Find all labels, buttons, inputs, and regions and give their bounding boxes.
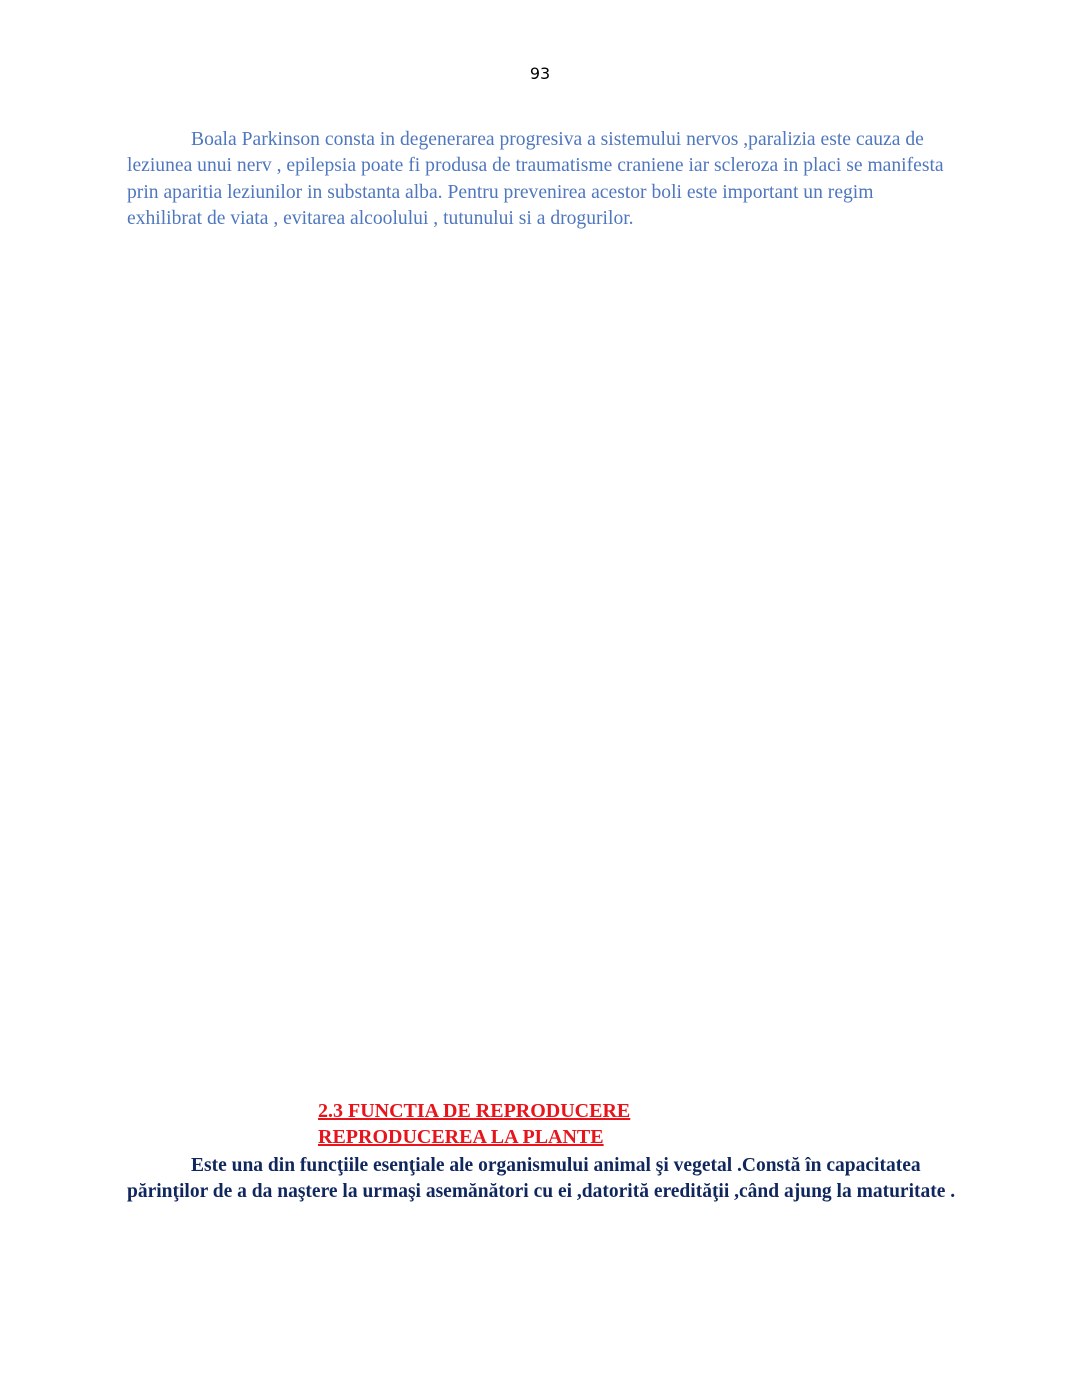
paragraph-text: Boala Parkinson consta in degenerarea progresiva a sistemului nervos ,paralizia este cauza de leziunea unui nerv , epilepsia poate fi produsa de traumatisme craniene iar scleroza in placi se manifesta prin aparitia leziunilor in substanta alba. Pentru prevenirea acestor boli este important un regim exhilibrat de viata , evitarea alcoolului , tutunului si a drogurilor. xyxy=(127,129,944,229)
paragraph-neurological-diseases xyxy=(127,127,947,232)
page-number: 93 xyxy=(529,64,551,83)
paragraph-reproduction xyxy=(127,1153,957,1206)
section-heading: 2.3 FUNCTIA DE REPRODUCERE xyxy=(318,1100,631,1122)
subsection-heading: REPRODUCEREA LA PLANTE xyxy=(318,1126,604,1148)
paragraph-text: Este una din funcţiile esenţiale ale organismului animal şi vegetal .Constă în capacitatea părinţilor de a da naştere la urmaşi asemănători cu ei ,datorită eredităţii ,când ajung la maturitate . xyxy=(127,1155,956,1203)
